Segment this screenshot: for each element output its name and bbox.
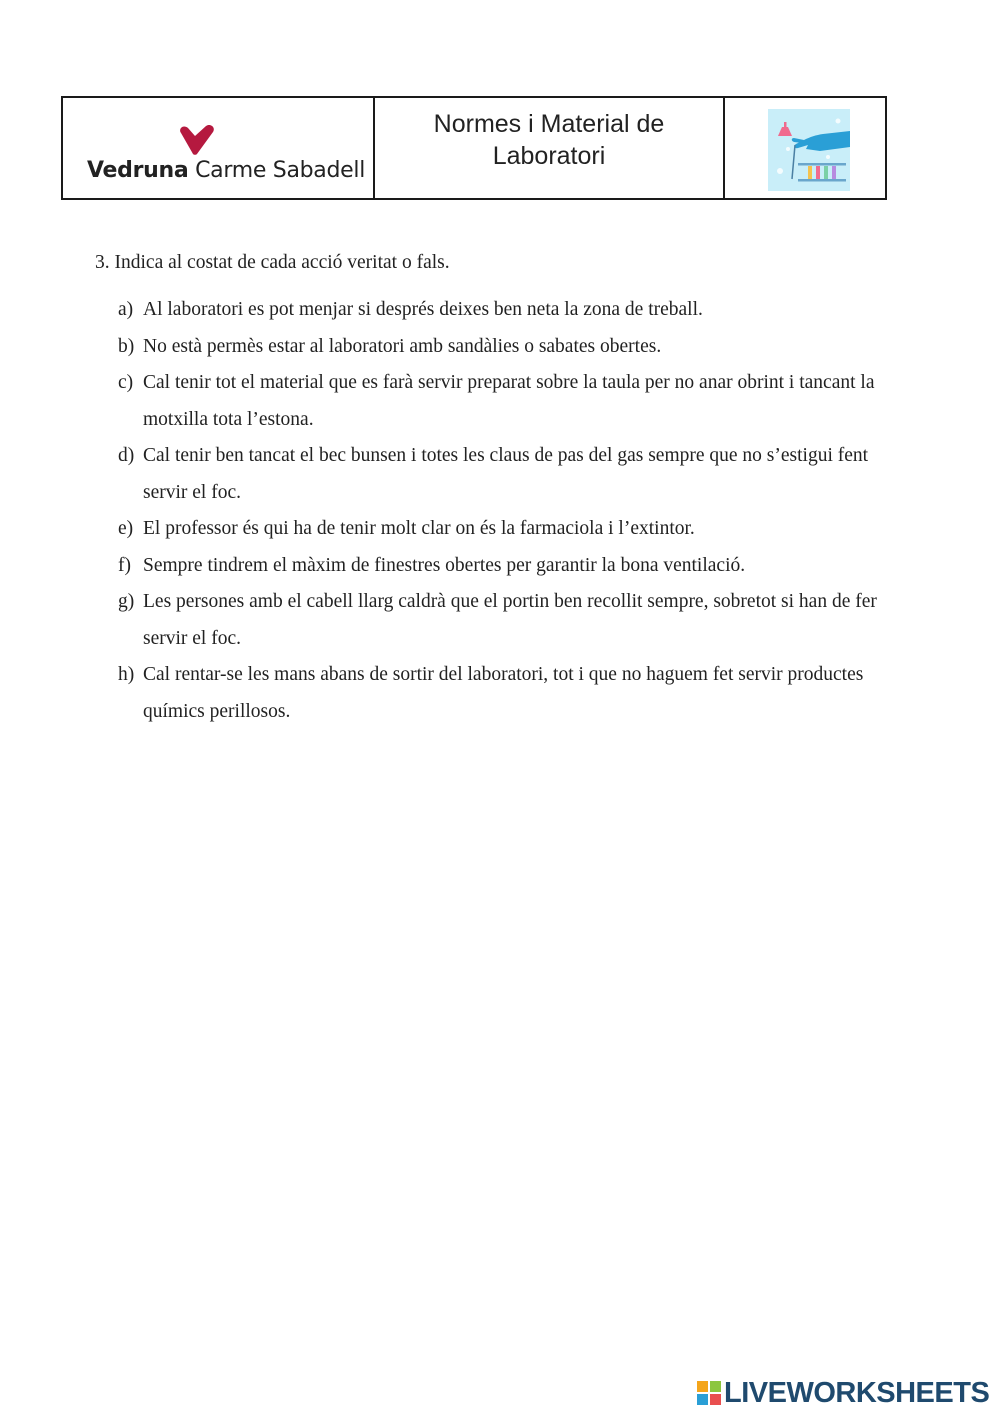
header-table: [61, 96, 887, 200]
logo-name-regular: Carme Sabadell: [195, 158, 366, 183]
brand-text: LIVEWORKSHEETS: [724, 1377, 990, 1409]
item-text: Sempre tindrem el màxim de finestres obertes per garantir la bona ventilació.: [143, 554, 746, 576]
item-text: Cal tenir tot el material que es farà servir preparat sobre la taula per no anar obrint i tancant la motxilla tota l’estona.: [143, 372, 875, 430]
logo-cell: [63, 98, 375, 198]
list-item: [118, 584, 878, 657]
page-title-line1: Normes i Material de: [433, 110, 665, 138]
page-title-line2: Laboratori: [492, 142, 606, 170]
item-text: Al laboratori es pot menjar si després deixes ben neta la zona de treball.: [143, 299, 703, 320]
school-logo-text: [87, 158, 365, 183]
item-text: No està permès estar al laboratori amb sandàlies o sabates obertes.: [143, 335, 662, 357]
list-item: [118, 292, 878, 329]
item-text: El professor és qui ha de tenir molt clar on és la farmaciola i l’extintor.: [143, 518, 695, 539]
laboratory-glove-icon: [768, 109, 850, 191]
list-item: [118, 438, 878, 511]
item-letter: b): [118, 335, 135, 357]
item-letter: g): [118, 591, 135, 612]
list-item: [118, 511, 878, 548]
item-letter: h): [118, 664, 135, 685]
list-item: [118, 329, 878, 366]
item-letter: e): [118, 518, 134, 539]
question-prompt: 3. Indica al costat de cada acció veritat o fals.: [95, 252, 450, 273]
statement-list: [118, 292, 878, 730]
item-letter: f): [118, 554, 131, 576]
item-letter: d): [118, 445, 135, 466]
item-letter: c): [118, 372, 134, 393]
heart-check-icon: [177, 124, 217, 156]
list-item: [118, 365, 878, 438]
item-letter: a): [118, 299, 134, 320]
item-text: Cal tenir ben tancat el bec bunsen i totes les claus de pas del gas sempre que no s’estigui fent servir el foc.: [143, 445, 869, 503]
list-item: [118, 657, 878, 730]
logo-name-bold: Vedruna: [87, 158, 189, 183]
item-text: Les persones amb el cabell llarg caldrà que el portin ben recollit sempre, sobretot si han de fer servir el foc.: [143, 591, 877, 649]
liveworksheets-logo-icon: [697, 1381, 721, 1405]
item-text: Cal rentar-se les mans abans de sortir del laboratori, tot i que no haguem fet servir productes químics perillosos.: [143, 664, 864, 722]
image-cell: [725, 98, 885, 198]
list-item: [118, 548, 878, 585]
liveworksheets-brand: [697, 1378, 989, 1408]
title-cell: [375, 98, 725, 198]
